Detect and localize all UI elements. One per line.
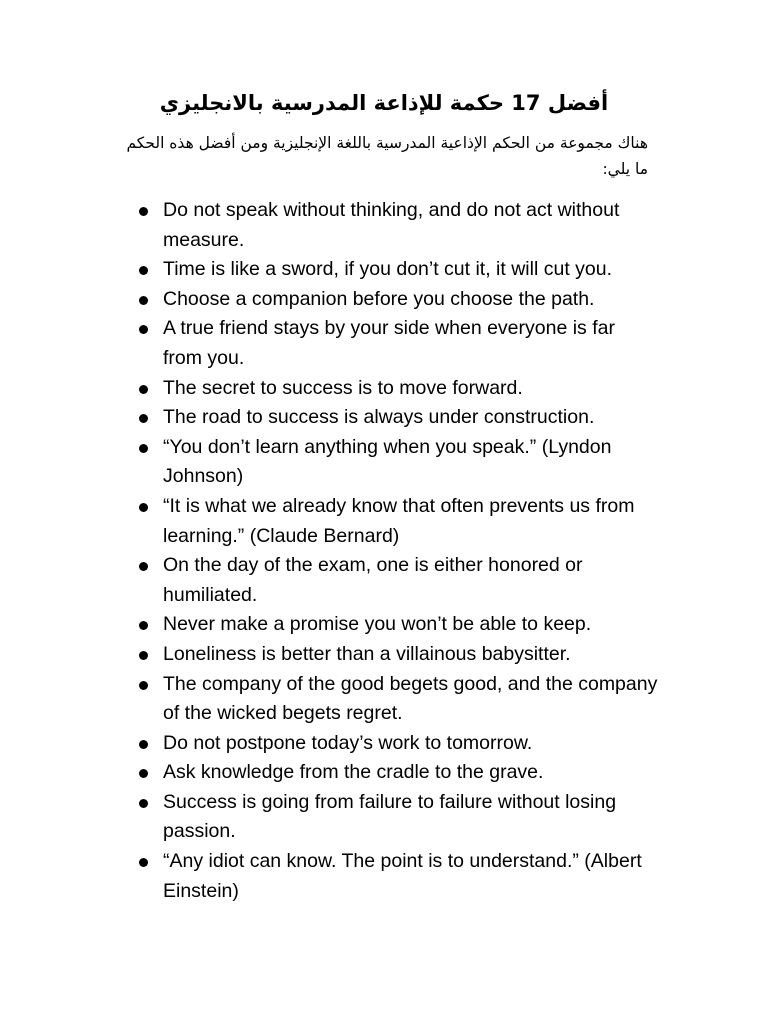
quote-item bbox=[133, 640, 658, 670]
quote-item bbox=[133, 433, 658, 492]
quote-item bbox=[133, 610, 658, 640]
bullet-icon bbox=[139, 740, 148, 749]
quote-item bbox=[133, 551, 658, 610]
quote-text: The company of the good begets good, and the company of the wicked begets regret. bbox=[163, 672, 658, 725]
quote-list bbox=[133, 196, 658, 906]
bullet-icon bbox=[139, 414, 148, 423]
quote-item bbox=[133, 255, 658, 285]
quote-item bbox=[133, 788, 658, 847]
quote-text: Never make a promise you won’t be able to keep. bbox=[163, 613, 592, 636]
quote-item bbox=[133, 758, 658, 788]
quote-item bbox=[133, 670, 658, 729]
intro-paragraph: هناك مجموعة من الحكم الإذاعية المدرسية باللغة الإنجليزية ومن أفضل هذه الحكم ما يلي: bbox=[126, 134, 648, 178]
bullet-icon bbox=[139, 621, 148, 630]
quote-text: Success is going from failure to failure without losing passion. bbox=[163, 790, 617, 843]
bullet-icon bbox=[139, 296, 148, 305]
quote-item bbox=[133, 729, 658, 759]
quote-text: Do not postpone today’s work to tomorrow. bbox=[163, 731, 533, 754]
bullet-icon bbox=[139, 385, 148, 394]
quote-text: On the day of the exam, one is either honored or humiliated. bbox=[163, 554, 583, 606]
quote-item bbox=[133, 403, 658, 433]
quote-text: “You don’t learn anything when you speak.” (Lyndon Johnson) bbox=[163, 435, 612, 488]
quote-item bbox=[133, 492, 658, 551]
quote-item bbox=[133, 374, 658, 404]
bullet-icon bbox=[139, 799, 148, 808]
bullet-icon bbox=[139, 207, 148, 216]
bullet-icon bbox=[139, 858, 148, 867]
quote-text: The secret to success is to move forward. bbox=[163, 376, 523, 399]
quote-text: Choose a companion before you choose the path. bbox=[163, 287, 595, 310]
bullet-icon bbox=[139, 325, 148, 334]
quote-item bbox=[133, 314, 658, 373]
bullet-icon bbox=[139, 651, 148, 660]
quote-text: Time is like a sword, if you don’t cut it, it will cut you. bbox=[163, 258, 613, 281]
bullet-icon bbox=[139, 769, 148, 778]
quote-text: Ask knowledge from the cradle to the grave. bbox=[163, 761, 544, 784]
bullet-icon bbox=[139, 503, 148, 512]
quote-text: The road to success is always under construction. bbox=[163, 406, 595, 429]
quote-item bbox=[133, 847, 658, 906]
bullet-icon bbox=[139, 444, 148, 453]
quote-text: “It is what we already know that often prevents us from learning.” (Claude Bernard) bbox=[163, 494, 635, 547]
bullet-icon bbox=[139, 681, 148, 690]
quote-text: Do not speak without thinking, and do not act without measure. bbox=[163, 199, 620, 251]
bullet-icon bbox=[139, 562, 148, 571]
quote-item bbox=[133, 196, 658, 255]
bullet-icon bbox=[139, 266, 148, 275]
quote-text: A true friend stays by your side when everyone is far from you. bbox=[163, 317, 615, 369]
quote-item bbox=[133, 285, 658, 315]
page-title: أفضل 17 حكمة للإذاعة المدرسية بالانجليزي bbox=[159, 91, 609, 115]
quote-text: “Any idiot can know. The point is to understand.” (Albert Einstein) bbox=[163, 850, 642, 902]
quote-text: Loneliness is better than a villainous babysitter. bbox=[163, 642, 571, 665]
